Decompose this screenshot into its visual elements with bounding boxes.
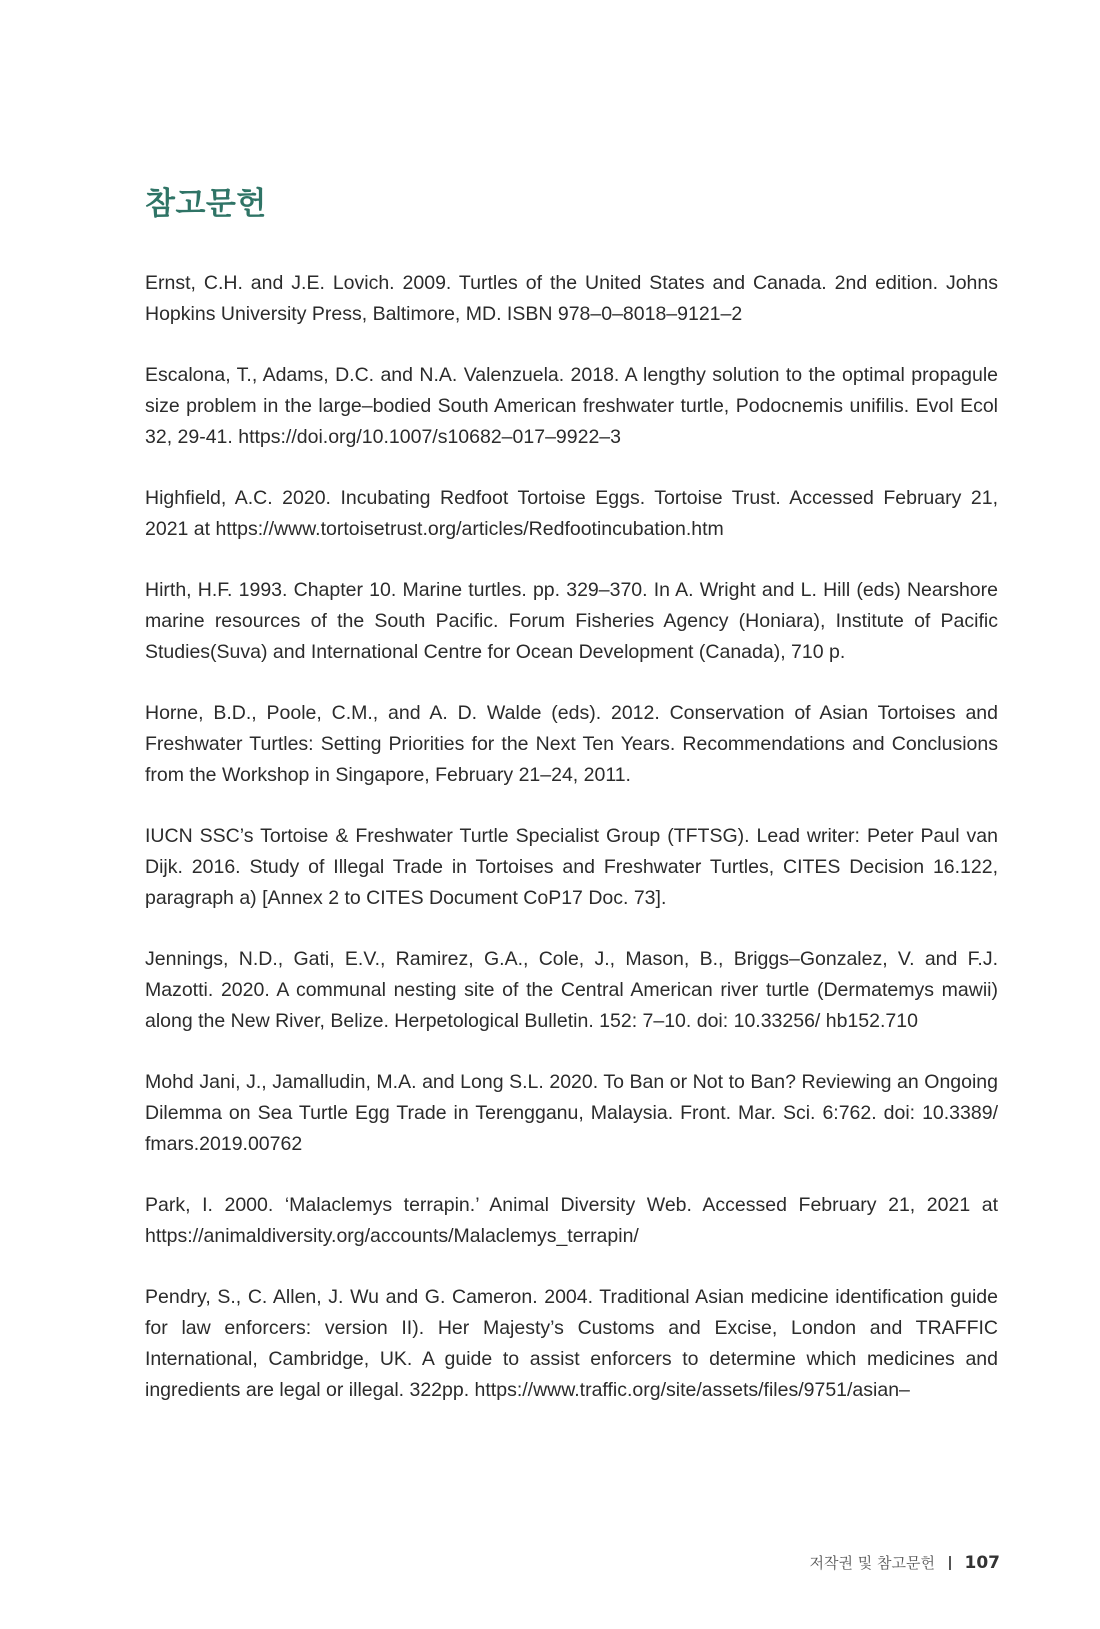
- reference-entry: Highfield, A.C. 2020. Incubating Redfoot Tortoise Eggs. Tortoise Trust. Accessed February 21, 2021 at https://www.tortoisetrust.org/articles/Redfootincubation.htm: [145, 487, 998, 540]
- reference-entry: Park, I. 2000. ‘Malaclemys terrapin.’ Animal Diversity Web. Accessed February 21, 2021 at https://animaldiversity.org/accounts/Malaclemys_terrapin/: [145, 1194, 998, 1247]
- reference-entry: IUCN SSC’s Tortoise & Freshwater Turtle Specialist Group (TFTSG). Lead writer: Peter Paul van Dijk. 2016. Study of Illegal Trade in Tortoises and Freshwater Turtles, CITES Decision 16.122, paragraph a) [Annex 2 to CITES Document CoP17 Doc. 73].: [145, 825, 998, 909]
- footer-section-title: 저작권 및 참고문헌: [809, 1554, 935, 1572]
- reference-entry: Ernst, C.H. and J.E. Lovich. 2009. Turtles of the United States and Canada. 2nd edition. Johns Hopkins University Press, Baltimore, MD. ISBN 978–0–8018–9121–2: [145, 272, 998, 325]
- page-title: 참고문헌: [145, 186, 267, 222]
- reference-entry: Mohd Jani, J., Jamalludin, M.A. and Long S.L. 2020. To Ban or Not to Ban? Reviewing an Ongoing Dilemma on Sea Turtle Egg Trade in Terengganu, Malaysia. Front. Mar. Sci. 6:762. doi: 10.3389/ fmars.2019.00762: [145, 1071, 998, 1155]
- page-footer: [810, 1552, 1000, 1573]
- reference-entry: Horne, B.D., Poole, C.M., and A. D. Walde (eds). 2012. Conservation of Asian Tortoises and Freshwater Turtles: Setting Priorities for the Next Ten Years. Recommendations and Conclusions from the Workshop in Singapore, February 21–24, 2011.: [145, 702, 998, 786]
- reference-list: [145, 268, 998, 1436]
- reference-entry: Jennings, N.D., Gati, E.V., Ramirez, G.A., Cole, J., Mason, B., Briggs–Gonzalez, V. and F.J. Mazotti. 2020. A communal nesting site of the Central American river turtle (Dermatemys mawii) along the New River, Belize. Herpetological Bulletin. 152: 7–10. doi: 10.33256/ hb152.710: [145, 948, 998, 1032]
- page-number: 107: [964, 1552, 1000, 1573]
- footer-divider: [949, 1556, 951, 1570]
- reference-entry: Hirth, H.F. 1993. Chapter 10. Marine turtles. pp. 329–370. In A. Wright and L. Hill (eds) Nearshore marine resources of the South Pacific. Forum Fisheries Agency (Honiara), Institute of Pacific Studies(Suva) and International Centre for Ocean Development (Canada), 710 p.: [145, 579, 998, 663]
- reference-entry: Pendry, S., C. Allen, J. Wu and G. Cameron. 2004. Traditional Asian medicine identification guide for law enforcers: version II). Her Majesty’s Customs and Excise, London and TRAFFIC International, Cambridge, UK. A guide to assist enforcers to determine which medicines and ingredients are legal or illegal. 322pp. https://www.traffic.org/site/assets/files/9751/asian–: [145, 1286, 998, 1401]
- reference-entry: Escalona, T., Adams, D.C. and N.A. Valenzuela. 2018. A lengthy solution to the optimal propagule size problem in the large–bodied South American freshwater turtle, Podocnemis unifilis. Evol Ecol 32, 29-41. https://doi.org/10.1007/s10682–017–9922–3: [145, 364, 998, 448]
